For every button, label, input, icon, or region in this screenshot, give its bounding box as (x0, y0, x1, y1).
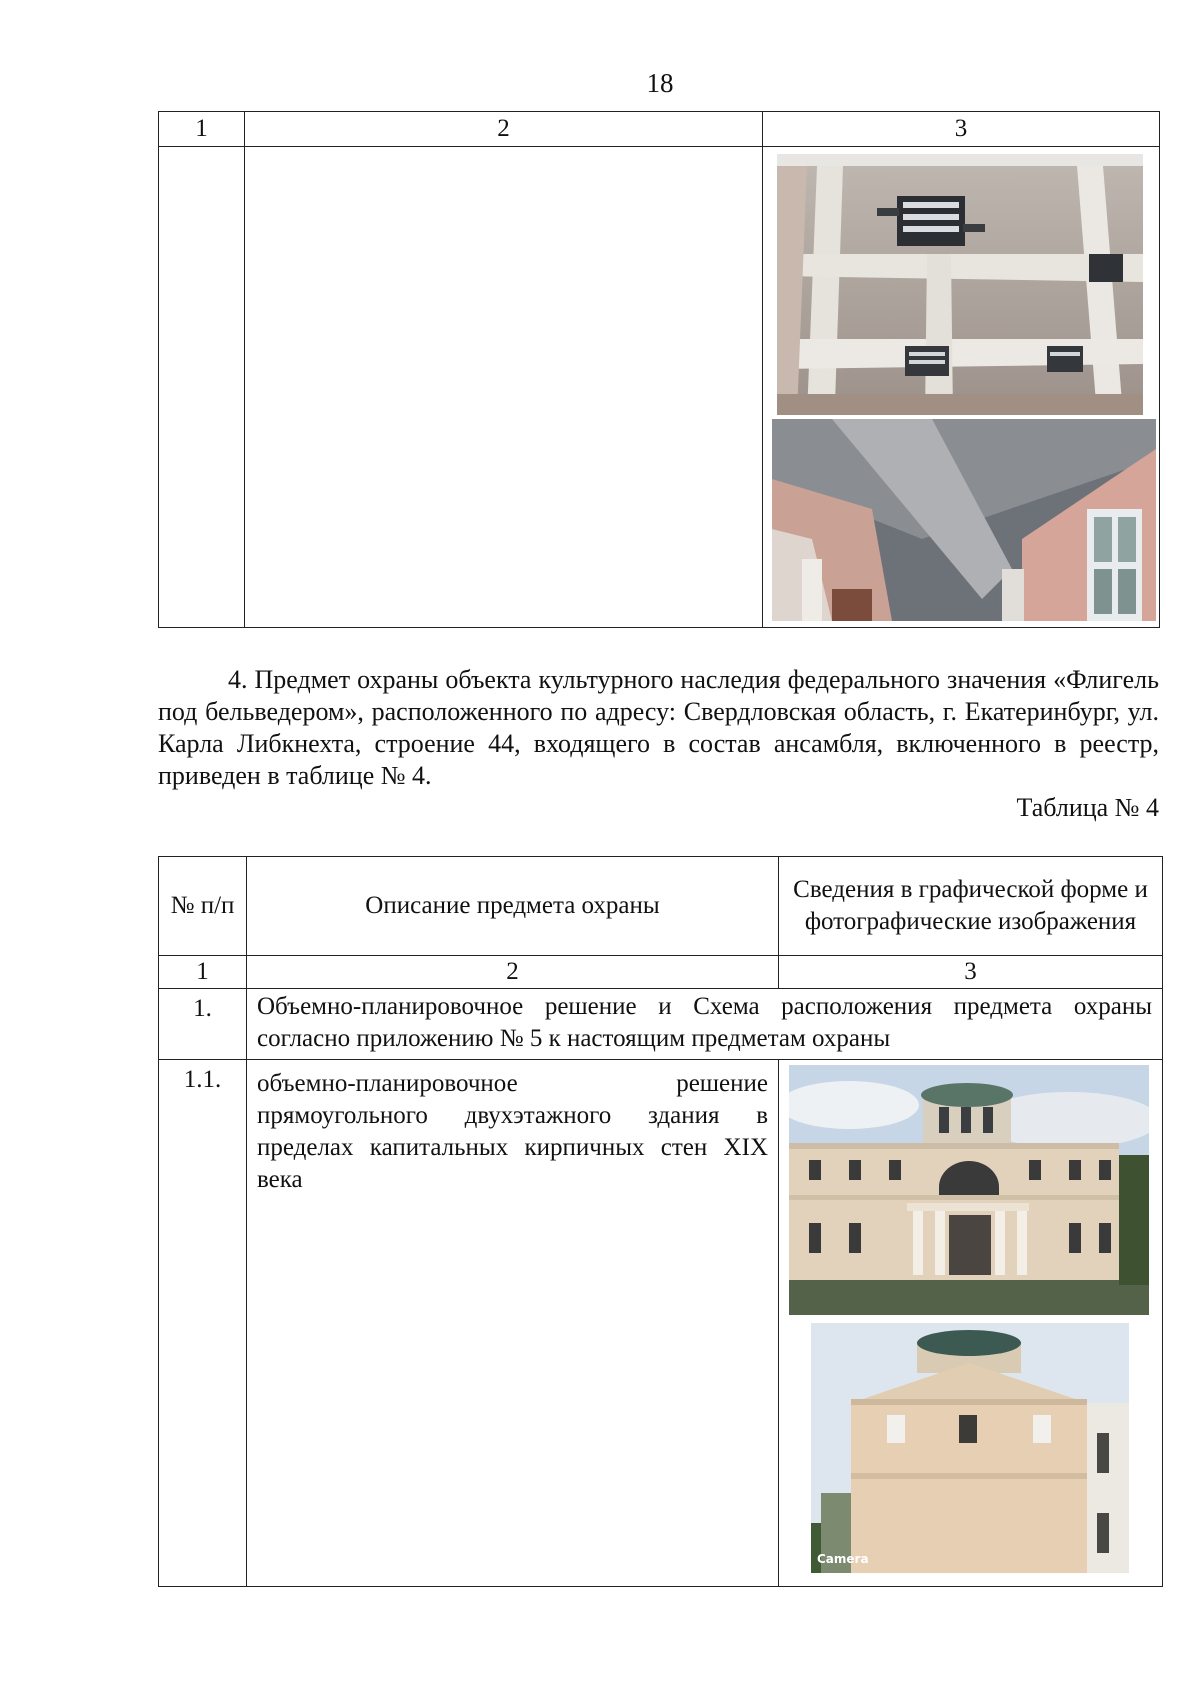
intro-paragraph (158, 664, 1159, 792)
empty-description-cell (245, 147, 763, 628)
header-graphics: Сведения в графической форме и фотографические изображения (779, 857, 1163, 956)
table-header-row (159, 857, 1163, 956)
table-row (159, 989, 1163, 1060)
empty-number-cell (159, 147, 245, 628)
col-number-3: 3 (763, 112, 1160, 147)
building-side-photo (811, 1323, 1129, 1573)
header-description: Описание предмета охраны (247, 857, 779, 956)
row-description: объемно-планировочное решение прямоугольного двухэтажного здания в пределах капитальных кирпичных стен XIX века (257, 1070, 768, 1193)
col-number-1: 1 (159, 112, 245, 147)
row-number: 1. (159, 989, 247, 1060)
row-number: 1.1. (159, 1060, 247, 1587)
header-number: № п/п (159, 857, 247, 956)
page-number: 18 (646, 68, 674, 98)
paragraph-text: 4. Предмет охраны объекта культурного наследия федерального значения «Флигель под бельведером», расположенного по адресу: Свердловская область, г. Екатеринбург, ул. Карла Либкнехта, строение 44, входящего в состав ансамбля, включенного в реестр, приведен в таблице № 4. (158, 665, 1159, 790)
building-facade-photo (789, 1065, 1149, 1315)
table-caption: Таблица № 4 (1016, 793, 1159, 822)
column-number-row (159, 956, 1163, 989)
photo-cell (763, 147, 1160, 628)
col-number-2: 2 (247, 956, 779, 989)
col-number-2: 2 (245, 112, 763, 147)
column-number-row (159, 112, 1160, 147)
ceiling-vents-photo (777, 154, 1143, 415)
row-description: Объемно-планировочное решение и Схема расположения предмета охраны согласно приложению № 5 к настоящим предметам охраны (247, 989, 1163, 1060)
photo-cell (779, 1060, 1163, 1587)
corridor-ceiling-photo (772, 419, 1156, 621)
previous-table (158, 111, 1160, 628)
col-number-1: 1 (159, 956, 247, 989)
table-row (159, 1060, 1163, 1587)
table-row (159, 147, 1160, 628)
table-4 (158, 856, 1163, 1587)
row-description-cell (247, 1060, 779, 1587)
camera-watermark: Camera (817, 1552, 869, 1566)
col-number-3: 3 (779, 956, 1163, 989)
